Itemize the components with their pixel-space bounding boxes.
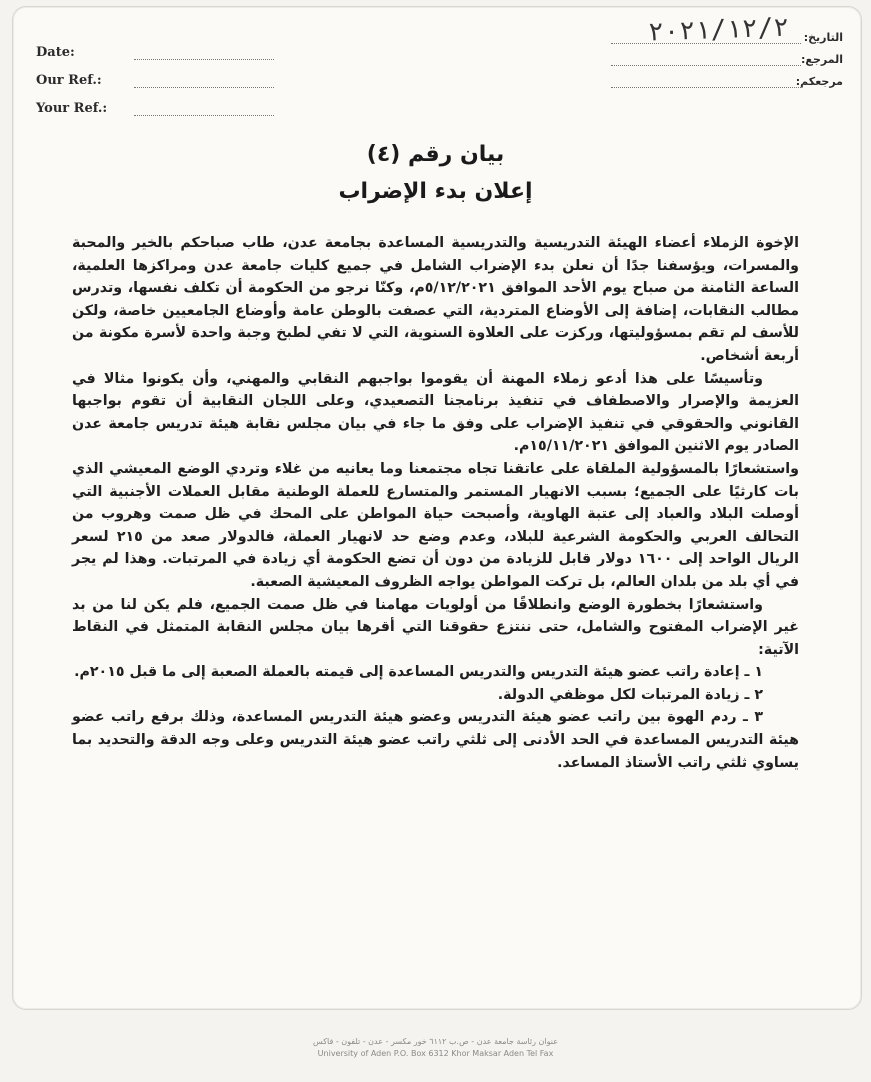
ar-ref-line [611, 53, 801, 66]
your-ref-row [36, 88, 274, 116]
your-ref-line [134, 101, 274, 116]
date-label: Date: [36, 45, 75, 60]
statement-number: بيان رقم (٤) [366, 142, 505, 167]
ar-your-ref-row [611, 66, 843, 88]
demand-item-1: ١ ـ إعادة راتب عضو هيئة التدريس والتدريس المساعدة إلى قيمته بالعملة الصعبة إلى ما قبل ٢٠١٥م. [74, 664, 763, 681]
letter-footer [120, 1036, 751, 1060]
ar-date-row [611, 12, 843, 48]
footer-english: University of Aden P.O. Box 6312 Khor Maksar Aden Tel Fax [317, 1049, 554, 1058]
document-titles [0, 142, 871, 204]
our-ref-row [36, 60, 274, 88]
paragraph-greeting: الإخوة الزملاء أعضاء الهيئة التدريسية والتدريسية المساعدة بجامعة عدن، طاب صباحكم بالخير والمحبة والمسرات، ويؤسفنا جدًا أن نعلن بدء الإضراب الشامل في جميع كليات جامعة عدن ومراكزها العلمية، الساعة الثامنة من صباح يوم الأحد الموافق ٥/١٢/٢٠٢١م، وكنّا نرجو من الحكومة أن تكلف نفسها، وتدرس مطالب النقابات، إضافة إلى الأوضاع المتردية، التي عصفت بالوطن عامة وأوضاع الجامعيين خاصة، ولكن للأسف لم تقم بمسؤوليتها، وركزت على العلاوة السنوية، التي لا تفي لطبخ وجبة واحدة لأسرة مكونة من أربعة أشخاص. [72, 235, 799, 364]
letter-body [72, 232, 799, 774]
our-ref-line [134, 73, 274, 88]
your-ref-label: Your Ref.: [36, 101, 108, 116]
ar-your-ref-label: مرجعكم: [795, 75, 843, 88]
demand-item-3: ٣ ـ ردم الهوة بين راتب عضو هيئة التدريس وعضو هيئة التدريس المساعدة، وذلك برفع راتب عضو هيئة التدريس المساعدة في الحد الأدنى إلى ثلثي راتب عضو هيئة التدريس وعلى وجه الدقة والتحديد بما يساوي ثلثي راتب الأستاذ المساعد. [72, 709, 799, 771]
letterhead-english [36, 32, 274, 116]
ar-date-label: التاريخ: [803, 31, 843, 44]
date-row [36, 32, 274, 60]
ar-ref-label: المرجع: [801, 53, 843, 66]
ar-date-line [611, 12, 801, 48]
handwritten-date: ٢٠٢١/١٢/٢ [647, 12, 790, 48]
date-line [134, 45, 274, 60]
demand-item-2: ٢ ـ زيادة المرتبات لكل موظفي الدولة. [497, 686, 763, 703]
letterhead-arabic [611, 12, 843, 88]
paragraph-demands-intro: واستشعارًا بخطورة الوضع وانطلاقًا من أولويات مهامنا في ظل صمت الجميع، فلم يكن لنا من بد غير الإضراب المفتوح والشامل، حتى ننتزع حقوقنا التي أقرها بيان مجلس النقابة المتمثل في النقاط الآتية: [72, 596, 799, 658]
paragraph-call: وتأسيسًا على هذا أدعو زملاء المهنة أن يقوموا بواجبهم النقابي والمهني، وأن يكونوا مثالا في العزيمة والإصرار والاصطفاف في تنفيذ برنامجنا التصعيدي، وعلى اللجان النقابية أن تقوم بواجبها القانوني والحقوقي في تنفيذ الإضراب على وفق ما جاء في بيان مجلس نقابة هيئة تدريس جامعة عدن الصادر يوم الاثنين الموافق ١٥/١١/٢٠٢١م. [72, 370, 799, 455]
ar-ref-row [611, 44, 843, 66]
paragraph-economy: واستشعارًا بالمسؤولية الملقاة على عاتقنا تجاه مجتمعنا وما يعانيه من غلاء وتردي الوضع المعيشي الذي بات كارثيًا على الجميع؛ بسبب الانهيار المستمر والمتسارع للعملة الوطنية مقابل العملات الأجنبية التي أوصلت البلاد والعباد إلى عتبة الهاوية، وأصبحت حياة المواطن على المحك في ظل صمت وهروب من التحالف العربي والحكومة الشرعية للبلاد، وعدم وضع حد لانهيار العملة، فالدولار صعد من ٢١٥ لسعر الريال الواحد إلى ١٦٠٠ دولار قابل للزيادة من دون أن تضع الحكومة أي زيادة في المرتبات. وهذا لم يجر في أي بلد من بلدان العالم، بل تركت المواطن يواجه الظروف المعيشية الصعبة. [72, 460, 799, 590]
our-ref-label: Our Ref.: [36, 73, 102, 88]
footer-arabic: عنوان رئاسة جامعة عدن - ص.ب ٦١١٢ خور مكسر - عدن - تلفون - فاكس [313, 1037, 558, 1046]
strike-announcement-title: إعلان بدء الإضراب [338, 179, 533, 204]
ar-your-ref-line [611, 75, 801, 88]
